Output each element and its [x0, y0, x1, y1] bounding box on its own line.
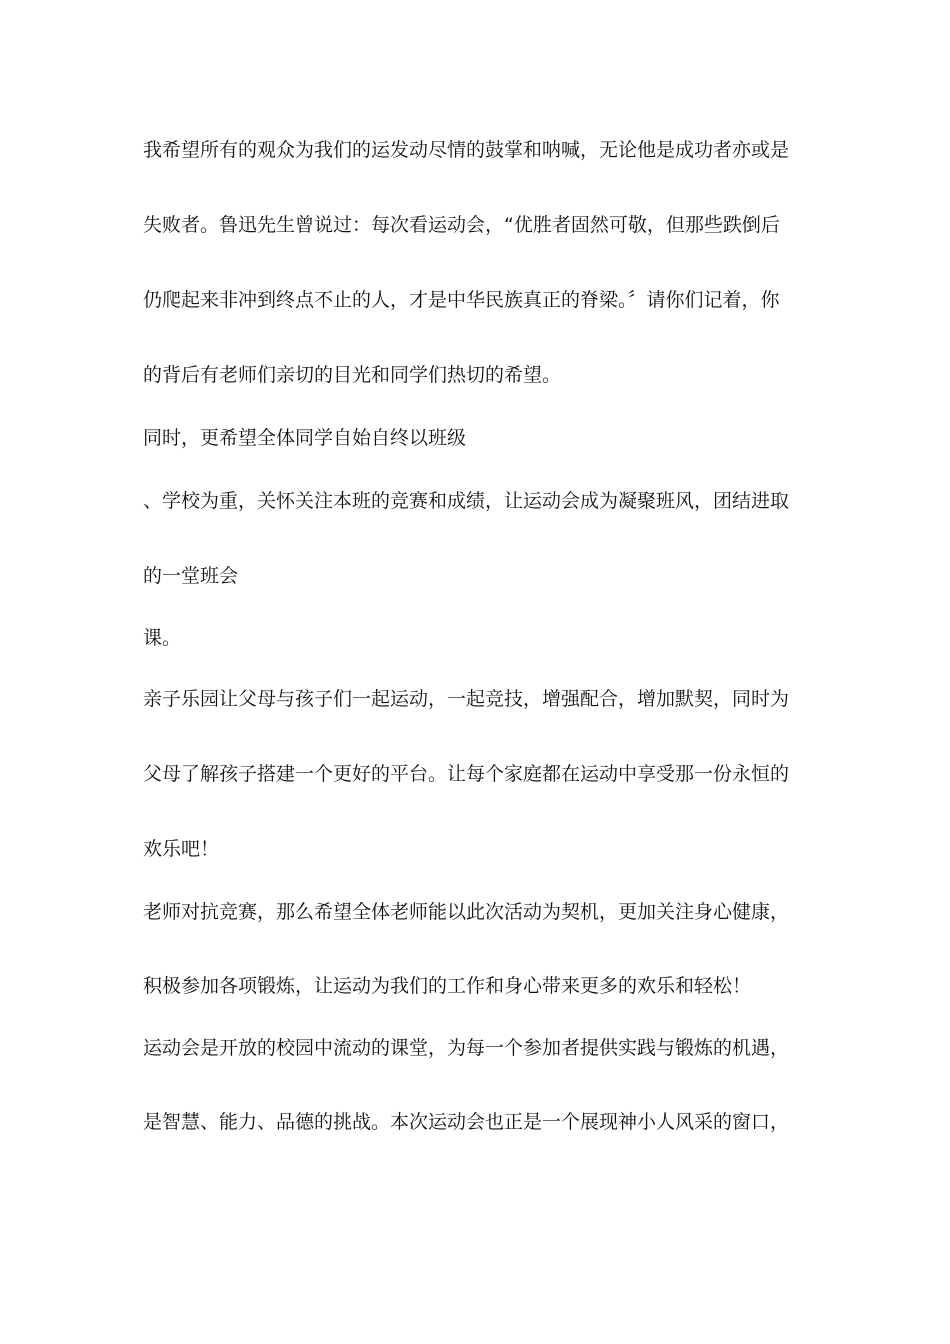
text-line: 、学校为重，关怀关注本班的竞赛和成绩，让运动会成为凝聚班风，团结进取 — [143, 490, 790, 512]
text-line: 的一堂班会 — [143, 565, 239, 587]
text-line: 欢乐吧！ — [143, 838, 220, 860]
text-line: 课。 — [143, 627, 182, 649]
text-line: 老师对抗竞赛，那么希望全体老师能以此次活动为契机，更加关注身心健康， — [143, 901, 790, 923]
text-line: 我希望所有的观众为我们的运发动尽情的鼓掌和呐喊，无论他是成功者亦或是 — [143, 139, 790, 161]
text-line: 同时，更希望全体同学自始自终以班级 — [143, 427, 467, 449]
text-line: 的背后有老师们亲切的目光和同学们热切的希望。 — [143, 364, 562, 386]
text-line: 是智慧、能力、品德的挑战。本次运动会也正是一个展现神小人风采的窗口， — [143, 1111, 790, 1133]
text-line: 父母了解孩子搭建一个更好的平台。让每个家庭都在运动中享受那一份永恒的 — [143, 763, 790, 785]
text-line: 积极参加各项锻炼，让运动为我们的工作和身心带来更多的欢乐和轻松！ — [143, 975, 752, 997]
text-line: 仍爬起来非冲到终点不止的人，才是中华民族真正的脊梁。〞请你们记着，你 — [143, 289, 780, 311]
text-line: 失败者。鲁迅先生曾说过：每次看运动会，“优胜者固然可敬，但那些跌倒后 — [143, 214, 780, 236]
text-line: 运动会是开放的校园中流动的课堂，为每一个参加者提供实践与锻炼的机遇， — [143, 1037, 790, 1059]
text-line: 亲子乐园让父母与孩子们一起运动，一起竞技，增强配合，增加默契，同时为 — [143, 688, 790, 710]
